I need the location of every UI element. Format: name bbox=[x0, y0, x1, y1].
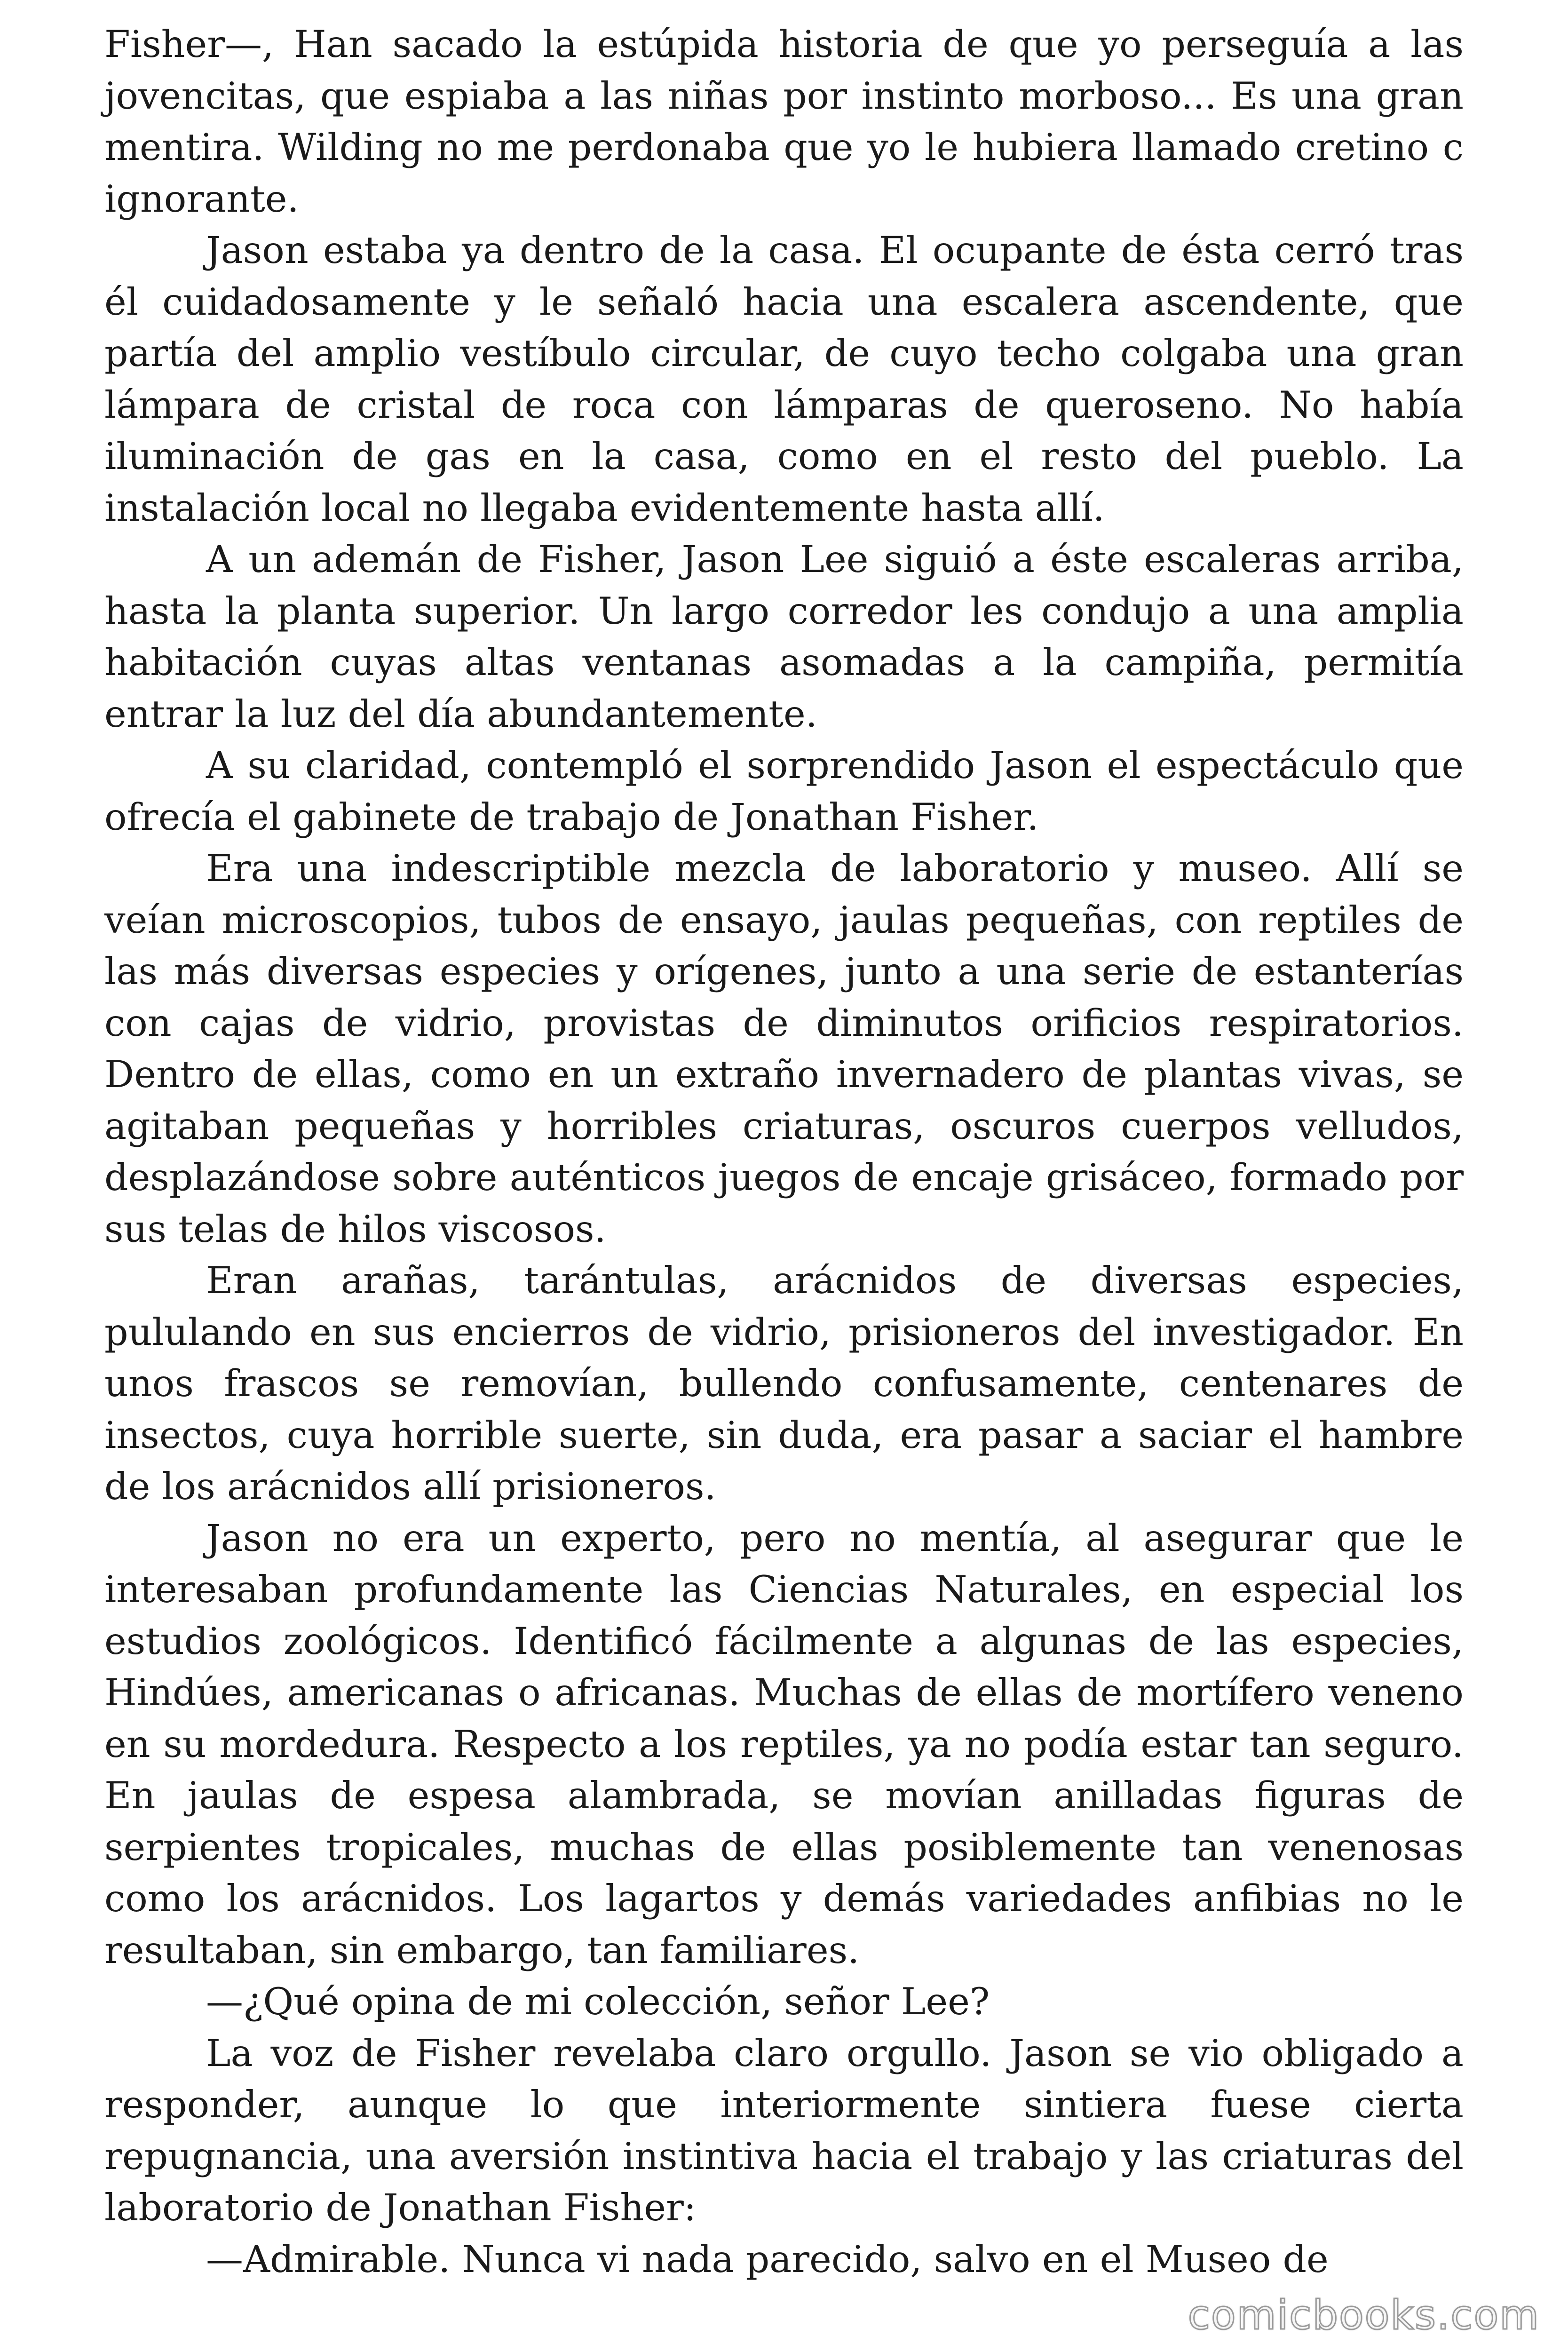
watermark: comicbooks.com bbox=[1188, 2292, 1540, 2339]
paragraph-8: —¿Qué opina de mi colección, señor Lee? bbox=[206, 1980, 990, 2023]
paragraph-3: A un ademán de Fisher, Jason Lee siguió a éste escaleras arriba, hasta la planta superior. Un largo corredor les condujo a una amplia habitación cuyas altas ventanas asomadas a la campiña, permitía entrar la luz del día abundantemente. bbox=[104, 538, 1464, 736]
paragraph-5: Era una indescriptible mezcla de laboratorio y museo. Allí se veían microscopios, tubos de ensayo, jaulas pequeñas, con reptiles de las más diversas especies y orígenes, junto a una serie de estanterías con cajas de vidrio, provistas de diminutos orificios respiratorios. Dentro de ellas, como en un extraño invernadero de plantas vivas, se agitaban pequeñas y horribles criaturas, oscuros cuerpos velludos, desplazándose sobre auténticos juegos de encaje grisáceo, formado por sus telas de hilos viscosos. bbox=[104, 847, 1464, 1251]
paragraph-10: —Admirable. Nunca vi nada parecido, salvo en el Museo de bbox=[206, 2237, 1329, 2281]
paragraph-2: Jason estaba ya dentro de la casa. El ocupante de ésta cerró tras él cuidadosamente y le señaló hacia una escalera ascendente, que partía del amplio vestíbulo circular, de cuyo techo colgaba una gran lámpara de cristal de roca con lámparas de queroseno. No había iluminación de gas en la casa, como en el resto del pueblo. La instalación local no llegaba evidentemente hasta allí. bbox=[104, 229, 1464, 530]
paragraph-9: La voz de Fisher revelaba claro orgullo. Jason se vio obligado a responder, aunque lo que interiormente sintiera fuese cierta repugnancia, una aversión instintiva hacia el trabajo y las criaturas del laboratorio de Jonathan Fisher: bbox=[104, 2031, 1464, 2229]
paragraph-4: A su claridad, contempló el sorprendido Jason el espectáculo que ofrecía el gabinete de trabajo de Jonathan Fisher. bbox=[104, 744, 1464, 839]
page-text bbox=[104, 19, 1464, 2338]
paragraph-1: Fisher—, Han sacado la estúpida historia de que yo perseguía a las jovencitas, que espiaba a las niñas por instinto morboso... Es una gran mentira. Wilding no me perdonaba que yo le hubiera llamado cretino c ignorante. bbox=[104, 23, 1464, 221]
paragraph-7: Jason no era un experto, pero no mentía, al asegurar que le interesaban profundamente las Ciencias Naturales, en especial los estudios zoológicos. Identificó fácilmente a algunas de las especies, Hindúes, americanas o africanas. Muchas de ellas de mortífero veneno en su mordedura. Respecto a los reptiles, ya no podía estar tan seguro. En jaulas de espesa alambrada, se movían anilladas figuras de serpientes tropicales, muchas de ellas posiblemente tan venenosas como los arácnidos. Los lagartos y demás variedades anfibias no le resultaban, sin embargo, tan familiares. bbox=[104, 1516, 1464, 1972]
paragraph-6: Eran arañas, tarántulas, arácnidos de diversas especies, pululando en sus encierros de vidrio, prisioneros del investigador. En unos frascos se removían, bullendo confusamente, centenares de insectos, cuya horrible suerte, sin duda, era pasar a saciar el hambre de los arácnidos allí prisioneros. bbox=[104, 1259, 1464, 1508]
